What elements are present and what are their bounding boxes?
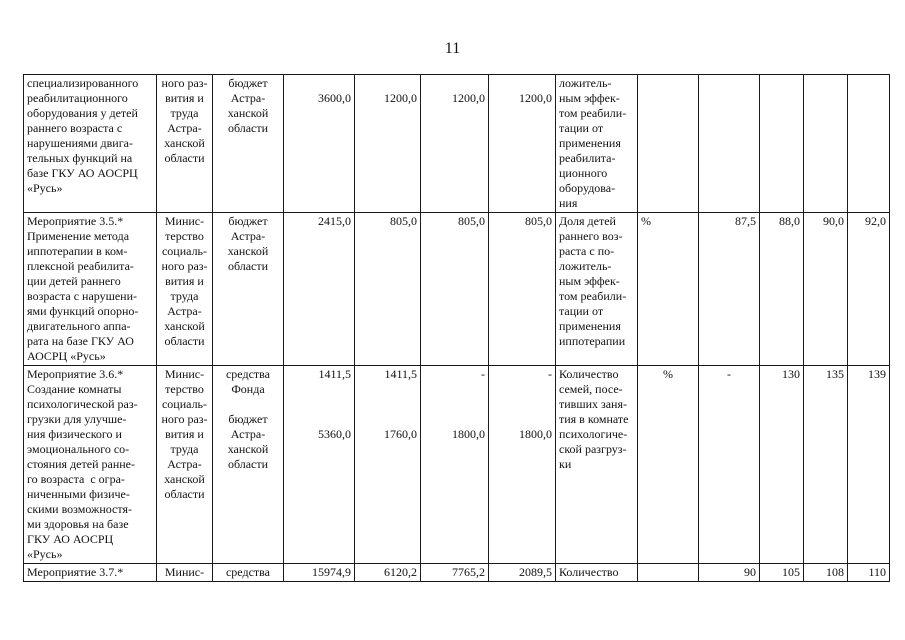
text-line: «Русь» [27,181,63,195]
baseline3-cell [804,75,848,213]
text-line: вития и [165,427,204,441]
text-line: Количество [559,367,619,381]
text-line: ГКУ АО АОСРЦ [27,532,114,546]
baseline4-cell: 110 [848,564,890,582]
baseline1-cell: 87,5 [699,213,760,366]
text-line: области [227,259,269,273]
text-line: скими возможностя- [27,502,132,516]
text-line: ями функций опорно- [27,304,139,318]
text-line: специализированного [27,76,139,90]
text-line: семей, посе- [559,382,623,396]
text-line: Астра- [167,457,202,471]
text-line: тия в комнате [559,412,629,426]
text-line: социаль- [161,397,208,411]
text-line: средства [225,367,270,381]
text-line: ным эффек- [559,274,620,288]
text-line: области [227,457,269,471]
text-line: 1800,0 [452,427,485,441]
text-line: бюджет [228,412,268,426]
text-line: ционного [559,166,608,180]
text-line: Минис- [164,214,205,228]
baseline4-cell: 139 [848,366,890,564]
year3-cell [489,366,556,564]
text-line: тации от [559,304,604,318]
text-line: реабилитационного [27,91,128,105]
text-line: 1200,0 [519,91,552,105]
text-line: 1800,0 [519,427,552,441]
text-line: области [164,151,205,165]
text-line: раста с по- [559,244,615,258]
text-line: тивших заня- [559,397,627,411]
text-line: 5360,0 [318,427,351,441]
text-line: Минис- [164,367,205,381]
baseline1-cell [699,75,760,213]
year2-cell [421,75,489,213]
text-line: Астра- [167,304,202,318]
text-line: ным эффек- [559,91,620,105]
text-line: тации от [559,121,604,135]
text-line: нарушениями двига- [27,136,133,150]
text-line: эмоционального со- [27,442,130,456]
text-line: раннего возраста с [27,121,123,135]
baseline1-cell: 90 [699,564,760,582]
funding-source-cell [213,366,284,564]
text-line: ного раз- [161,76,208,90]
text-line: психологиче- [559,427,628,441]
text-line: иппотерапии [559,334,626,348]
year3-cell [489,75,556,213]
executor-cell [157,75,213,213]
text-line: грузки для улучше- [27,412,127,426]
year2-cell [421,366,489,564]
text-line: реабилита- [559,151,616,165]
text-line: Астра- [230,91,266,105]
text-line: терство [165,229,204,243]
baseline4-cell: 92,0 [848,213,890,366]
text-line: Доля детей [559,214,616,228]
baseline2-cell: 88,0 [760,213,804,366]
text-line: раннего воз- [559,229,623,243]
table-row [24,564,890,582]
text-line: ного раз- [161,412,208,426]
activity-name-cell [24,75,157,213]
unit-cell [638,75,699,213]
text-line: ской разгруз- [559,442,627,456]
text-line: ниченными физиче- [27,487,130,501]
text-line: социаль- [161,244,208,258]
text-line: стояния детей ранне- [27,457,135,471]
total-cell: 15974,9 [284,564,355,582]
text-line: - [481,367,485,381]
text-line: го возраста с огра- [27,472,125,486]
text-line: возраста с нарушени- [27,289,138,303]
text-line: 1200,0 [384,91,417,105]
year1-cell [355,75,421,213]
text-line: базе ГКУ АО АОСРЦ [27,166,138,180]
year3-cell: 2089,5 [489,564,556,582]
text-line: оборудова- [559,181,616,195]
table-row [24,75,890,213]
text-line: оборудования у детей [27,106,138,120]
activity-name-cell [24,366,157,564]
text-line: ки [559,457,572,471]
text-line: ложитель- [559,76,612,90]
funding-source-cell [213,213,284,366]
text-line: иппотерапии в ком- [27,244,128,258]
text-line: применения [559,136,621,150]
text-line: АОСРЦ «Русь» [27,349,106,363]
year2-cell: 805,0 [421,213,489,366]
text-line: «Русь» [27,547,63,561]
year3-cell: 805,0 [489,213,556,366]
baseline2-cell: 130 [760,366,804,564]
text-line: 1411,5 [384,367,417,381]
text-line: вития и [165,274,204,288]
baseline2-cell: 105 [760,564,804,582]
text-line: 1411,5 [318,367,351,381]
activity-name-cell [24,213,157,366]
total-cell [284,366,355,564]
text-line: ханской [164,136,205,150]
total-cell [284,75,355,213]
text-line: Применение метода [27,229,130,243]
text-line: ми здоровья на базе [27,517,129,531]
text-line: ханской [227,106,269,120]
text-line: бюджет [228,76,268,90]
program-table [23,74,890,582]
text-line: ного раз- [161,259,208,273]
year1-cell: 6120,2 [355,564,421,582]
text-line: 1200,0 [452,91,485,105]
text-line: терство [165,382,204,396]
text-line: области [164,487,205,501]
text-line: Мероприятие 3.6.* [27,367,124,381]
year1-cell [355,366,421,564]
text-line: труда [170,442,199,456]
text-line: ханской [164,319,205,333]
text-line: ции детей раннего [27,274,121,288]
text-line: тельных функций на [27,151,133,165]
baseline2-cell [760,75,804,213]
executor-cell [157,366,213,564]
text-line: Создание комнаты [27,382,122,396]
text-line: Астра- [230,427,266,441]
baseline1-cell: - [699,366,760,564]
indicator-cell [556,366,638,564]
text-line: ния физического и [27,427,122,441]
text-line: Мероприятие 3.5.* [27,214,124,228]
baseline3-cell: 135 [804,366,848,564]
text-line: ния [559,196,578,210]
text-line: труда [170,106,199,120]
text-line: области [227,121,269,135]
total-cell: 2415,0 [284,213,355,366]
indicator-cell [556,213,638,366]
unit-cell: % [638,366,699,564]
text-line: ханской [227,442,269,456]
indicator-cell [556,75,638,213]
year2-cell: 7765,2 [421,564,489,582]
text-line: плексной реабилита- [27,259,134,273]
unit-cell [638,564,699,582]
text-line: психологической раз- [27,397,138,411]
funding-source-cell [213,75,284,213]
year1-cell: 805,0 [355,213,421,366]
baseline3-cell: 108 [804,564,848,582]
page-number: 11 [444,40,461,57]
executor-cell: Минис- [157,564,213,582]
text-line: двигательного аппа- [27,319,131,333]
baseline4-cell [848,75,890,213]
executor-cell [157,213,213,366]
baseline3-cell: 90,0 [804,213,848,366]
text-line: Фонда [231,382,265,396]
text-line: бюджет [228,214,268,228]
text-line: применения [559,319,621,333]
text-line: области [164,334,205,348]
text-line: - [548,367,552,381]
text-line: труда [170,289,199,303]
text-line: ханской [164,472,205,486]
funding-source-cell: средства [213,564,284,582]
text-line: 1760,0 [384,427,417,441]
text-line: 3600,0 [318,91,351,105]
table-row [24,366,890,564]
indicator-cell: Количество [556,564,638,582]
text-line: том реабили- [559,106,627,120]
text-line: том реабили- [559,289,627,303]
activity-name-cell: Мероприятие 3.7.* [24,564,157,582]
unit-cell: % [638,213,699,366]
text-line: рата на базе ГКУ АО [27,334,134,348]
text-line: ложитель- [559,259,612,273]
text-line: ханской [227,244,269,258]
table-row [24,213,890,366]
text-line: Астра- [167,121,202,135]
text-line: вития и [165,91,204,105]
text-line: Астра- [230,229,266,243]
